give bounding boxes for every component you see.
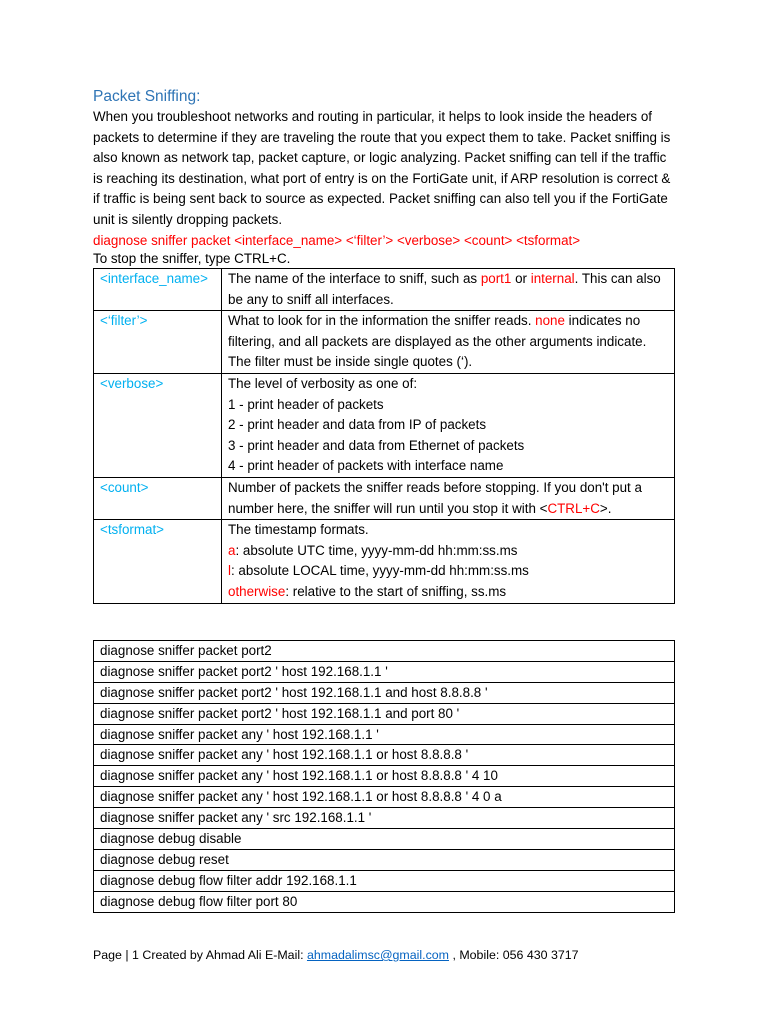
command-cell: diagnose sniffer packet port2	[94, 641, 675, 662]
table-row	[94, 661, 675, 682]
param-description: What to look for in the information the sniffer reads. none indicates no filtering, and all packets are displayed as the other arguments indicate. The filter must be inside single quotes (‘).	[222, 311, 675, 374]
table-row	[94, 891, 675, 912]
command-cell: diagnose debug reset	[94, 849, 675, 870]
table-row	[94, 787, 675, 808]
table-row	[94, 849, 675, 870]
param-key: <count>	[94, 477, 222, 519]
param-key: <verbose>	[94, 373, 222, 477]
footer-email-link[interactable]: ahmadalimsc@gmail.com	[306, 948, 450, 962]
command-cell: diagnose sniffer packet any ' host 192.168.1.1 '	[94, 724, 675, 745]
command-cell: diagnose debug flow filter addr 192.168.1.1	[94, 870, 675, 891]
table-row	[94, 745, 675, 766]
command-cell: diagnose debug flow filter port 80	[94, 891, 675, 912]
intro-paragraph	[93, 107, 679, 266]
parameters-table	[93, 268, 675, 604]
command-cell: diagnose sniffer packet any ' host 192.168.1.1 or host 8.8.8.8 ' 4 10	[94, 766, 675, 787]
table-row	[94, 724, 675, 745]
table-row	[94, 682, 675, 703]
command-cell: diagnose sniffer packet any ' host 192.168.1.1 or host 8.8.8.8 ' 4 0 a	[94, 787, 675, 808]
page-footer	[93, 945, 579, 965]
param-description: Number of packets the sniffer reads before stopping. If you don't put a number here, the sniffer will run until you stop it with <CTRL+C>.	[222, 477, 675, 519]
footer-prefix: Page | 1 Created by Ahmad Ali E-Mail:	[93, 948, 307, 962]
param-description: The name of the interface to sniff, such as port1 or internal. This can also be any to sniff all interfaces.	[222, 269, 675, 311]
table-row	[94, 766, 675, 787]
param-row-interface-name	[94, 269, 675, 311]
command-cell: diagnose debug disable	[94, 829, 675, 850]
command-cell: diagnose sniffer packet port2 ' host 192.168.1.1 '	[94, 661, 675, 682]
command-syntax: diagnose sniffer packet <interface_name> <‘filter’> <verbose> <count> <tsformat>	[93, 232, 581, 248]
footer-suffix: , Mobile: 056 430 3717	[449, 948, 579, 962]
param-row-count	[94, 477, 675, 519]
table-row	[94, 703, 675, 724]
param-row-tsformat	[94, 520, 675, 603]
param-key: <interface_name>	[94, 269, 222, 311]
table-row	[94, 870, 675, 891]
section-heading: Packet Sniffing:	[93, 88, 201, 105]
table-row	[94, 808, 675, 829]
param-description: The timestamp formats. a: absolute UTC time, yyyy-mm-dd hh:mm:ss.ms l: absolute LOCAL time, yyyy-mm-dd hh:mm:ss.ms otherwise: relative to the start of sniffing, ss.ms	[222, 520, 675, 603]
param-description: The level of verbosity as one of: 1 - print header of packets 2 - print header and data from IP of packets 3 - print header and data from Ethernet of packets 4 - print header of packets with interface name	[222, 373, 675, 477]
param-row-filter	[94, 311, 675, 374]
command-cell: diagnose sniffer packet port2 ' host 192.168.1.1 and port 80 '	[94, 703, 675, 724]
commands-table	[93, 640, 675, 913]
command-cell: diagnose sniffer packet port2 ' host 192.168.1.1 and host 8.8.8.8 '	[94, 682, 675, 703]
command-cell: diagnose sniffer packet any ' src 192.168.1.1 '	[94, 808, 675, 829]
table-row	[94, 641, 675, 662]
stop-note: To stop the sniffer, type CTRL+C.	[93, 251, 291, 267]
param-row-verbose	[94, 373, 675, 477]
param-key: <‘filter’>	[94, 311, 222, 374]
command-cell: diagnose sniffer packet any ' host 192.168.1.1 or host 8.8.8.8 '	[94, 745, 675, 766]
table-row	[94, 829, 675, 850]
param-key: <tsformat>	[94, 520, 222, 603]
intro-text: When you troubleshoot networks and routing in particular, it helps to look inside the headers of packets to determine if they are traveling the route that you expect them to take. Packet sniffing is also known as network tap, packet capture, or logic analyzing. Packet sniffing can tell if the traffic is reaching its destination, what port of entry is on the FortiGate unit, if ARP resolution is correct & if traffic is being sent back to source as expected. Packet sniffing can also tell you if the FortiGate unit is silently dropping packets.	[93, 109, 671, 227]
